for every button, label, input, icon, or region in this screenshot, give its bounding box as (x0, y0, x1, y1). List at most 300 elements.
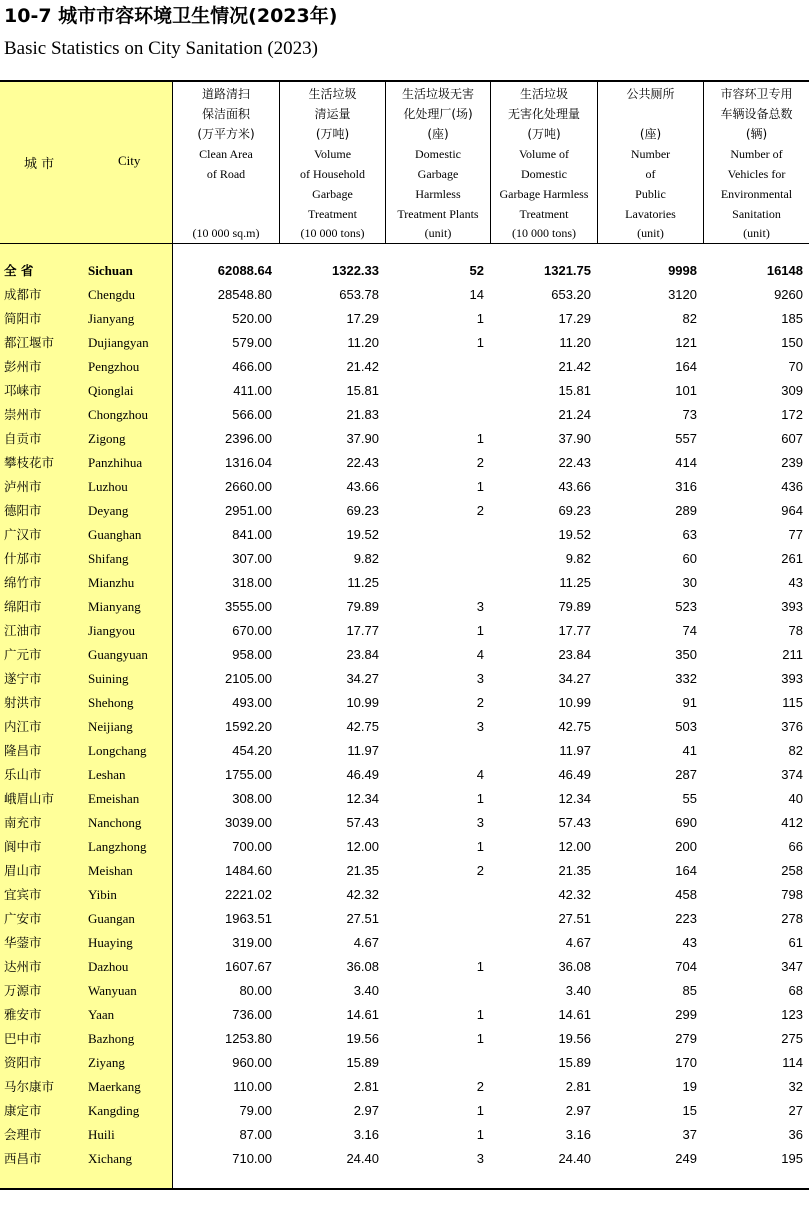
cell-value: 308.00 (232, 791, 272, 806)
cell-value: 12.00 (346, 839, 379, 854)
cell-value: 19.52 (558, 527, 591, 542)
cell-value: 2951.00 (225, 503, 272, 518)
city-name-en: Leshan (88, 767, 126, 782)
cell-value: 1 (476, 431, 484, 446)
cell-value: 170 (675, 1055, 697, 1070)
table-row (0, 403, 809, 427)
cell-value: 653.20 (551, 287, 591, 302)
cell-value: 4.67 (353, 935, 379, 950)
cell-value: 309 (781, 383, 803, 398)
cell-value: 69.23 (558, 503, 591, 518)
cell-value: 12.34 (346, 791, 379, 806)
city-name-cn: 内江市 (4, 719, 42, 734)
header-line: Environmental (720, 187, 793, 201)
city-name-en: Qionglai (88, 383, 134, 398)
city-name-cn: 简阳市 (4, 311, 42, 326)
cell-value: 670.00 (232, 623, 272, 638)
cell-value: 15.81 (346, 383, 379, 398)
table-row (0, 883, 809, 907)
cell-value: 82 (788, 743, 803, 758)
cell-value: 34.27 (558, 671, 591, 686)
header-unit: (unit) (424, 226, 452, 240)
cell-value: 3039.00 (225, 815, 272, 830)
cell-value: 110.00 (233, 1079, 272, 1094)
city-name-cn: 都江堰市 (4, 335, 55, 350)
cell-value: 1963.51 (225, 911, 272, 926)
cell-value: 466.00 (232, 359, 272, 374)
cell-value: 579.00 (232, 335, 272, 350)
cell-value: 1484.60 (225, 863, 272, 878)
city-name-cn: 邛崃市 (4, 383, 42, 398)
cell-value: 2 (476, 863, 484, 878)
city-name-cn: 绵阳市 (4, 599, 42, 614)
cell-value: 41 (682, 743, 697, 758)
cell-value: 3 (476, 815, 484, 830)
cell-value: 172 (781, 407, 803, 422)
city-name-en: Bazhong (88, 1031, 135, 1046)
city-name-cn: 会理市 (4, 1127, 42, 1142)
cell-value: 319.00 (232, 935, 272, 950)
cell-value: 37.90 (558, 431, 591, 446)
cell-value: 21.42 (346, 359, 379, 374)
cell-value: 21.83 (346, 407, 379, 422)
cell-value: 79.89 (558, 599, 591, 614)
header-line: Number of (730, 147, 783, 161)
header-line (598, 104, 703, 124)
cell-value: 1 (476, 791, 484, 806)
cell-value: 4 (476, 647, 484, 662)
cell-value: 11.20 (559, 335, 591, 350)
city-name-cn: 资阳市 (4, 1055, 42, 1070)
header-line: (万吨) (315, 127, 350, 141)
city-name-en: Meishan (88, 863, 133, 878)
cell-value: 73 (682, 407, 697, 422)
header-line: Sanitation (732, 207, 781, 221)
cell-value: 249 (675, 1151, 697, 1166)
cell-value: 195 (781, 1151, 803, 1166)
header-line: (座) (427, 127, 449, 141)
cell-value: 2105.00 (225, 671, 272, 686)
cell-value: 22.43 (346, 455, 379, 470)
header-line: Harmless (415, 187, 461, 201)
table-row (0, 451, 809, 475)
cell-value: 2.97 (565, 1103, 591, 1118)
header-garbage-volume (279, 82, 385, 243)
table-row (0, 907, 809, 931)
city-name-cn: 什邡市 (4, 551, 42, 566)
cell-value: 704 (675, 959, 697, 974)
cell-value: 3.16 (353, 1127, 379, 1142)
cell-value: 68 (788, 983, 803, 998)
cell-value: 411.00 (233, 383, 272, 398)
city-name-en: Deyang (88, 503, 129, 518)
cell-value: 37.90 (346, 431, 379, 446)
city-name-cn: 隆昌市 (4, 743, 42, 758)
city-name-cn: 崇州市 (4, 407, 42, 422)
cell-value: 958.00 (232, 647, 272, 662)
city-name-en: Huaying (88, 935, 133, 950)
cell-value: 21.42 (558, 359, 591, 374)
table-row (0, 379, 809, 403)
cell-value: 66 (788, 839, 803, 854)
header-line: Treatment Plants (397, 207, 479, 221)
cell-value: 289 (675, 503, 697, 518)
header-unit: (unit) (637, 226, 664, 240)
cell-value: 40 (788, 791, 803, 806)
city-name-cn: 江油市 (4, 623, 42, 638)
table-row (0, 787, 809, 811)
city-name-en: Ziyang (88, 1055, 125, 1070)
table-row (0, 619, 809, 643)
cell-value: 1 (476, 1007, 484, 1022)
cell-value: 101 (675, 383, 697, 398)
city-name-en: Chongzhou (88, 407, 148, 422)
header-line: 车辆设备总数 (720, 107, 793, 121)
city-name-en: Sichuan (88, 263, 133, 278)
cell-value: 150 (781, 335, 803, 350)
city-name-en: Dujiangyan (88, 335, 149, 350)
cell-value: 3120 (668, 287, 697, 302)
header-line: Number (630, 147, 671, 161)
cell-value: 74 (682, 623, 697, 638)
cell-value: 36 (788, 1127, 803, 1142)
cell-value: 2 (476, 695, 484, 710)
cell-value: 43.66 (346, 479, 379, 494)
header-sanitation-vehicles (703, 82, 809, 243)
cell-value: 9.82 (565, 551, 591, 566)
table-row (0, 955, 809, 979)
cell-value: 2 (476, 503, 484, 518)
cell-value: 393 (781, 599, 803, 614)
cell-value: 1 (476, 1127, 484, 1142)
header-city-en: City (118, 153, 141, 168)
cell-value: 15 (682, 1103, 697, 1118)
cell-value: 62088.64 (217, 263, 272, 278)
cell-value: 61 (788, 935, 803, 950)
cell-value: 19.56 (346, 1031, 379, 1046)
table-row (0, 763, 809, 787)
table-row (0, 1099, 809, 1123)
cell-value: 43 (682, 935, 697, 950)
cell-value: 2 (476, 455, 484, 470)
city-name-cn: 自贡市 (4, 431, 42, 446)
table-title-cn: 10-7 城市市容环境卫生情况(2023年) (4, 5, 338, 27)
cell-value: 523 (675, 599, 697, 614)
bottom-rule (0, 1188, 809, 1190)
city-name-cn: 广汉市 (4, 527, 42, 542)
cell-value: 121 (675, 335, 697, 350)
cell-value: 14.61 (346, 1007, 379, 1022)
city-name-en: Zigong (88, 431, 126, 446)
cell-value: 1 (476, 335, 484, 350)
city-name-cn: 绵竹市 (4, 575, 42, 590)
cell-value: 79.00 (239, 1103, 272, 1118)
cell-value: 414 (675, 455, 697, 470)
cell-value: 32 (788, 1079, 803, 1094)
city-name-en: Yibin (88, 887, 117, 902)
city-name-cn: 宜宾市 (4, 887, 42, 902)
cell-value: 10.99 (558, 695, 591, 710)
cell-value: 347 (781, 959, 803, 974)
cell-value: 4.67 (565, 935, 591, 950)
header-line: 道路清扫 (201, 87, 250, 101)
cell-value: 3 (476, 599, 484, 614)
header-unit: (10 000 tons) (512, 226, 576, 240)
city-name-en: Jianyang (88, 311, 135, 326)
table-row (0, 331, 809, 355)
table-row (0, 571, 809, 595)
cell-value: 60 (682, 551, 697, 566)
city-name-en: Pengzhou (88, 359, 140, 374)
table-row (0, 283, 809, 307)
cell-value: 42.75 (558, 719, 591, 734)
header-line: of (645, 167, 656, 181)
cell-value: 690 (675, 815, 697, 830)
city-name-cn: 德阳市 (4, 503, 42, 518)
city-name-cn: 峨眉山市 (4, 791, 55, 806)
cell-value: 15.81 (558, 383, 591, 398)
header-line: Domestic (415, 147, 461, 161)
header-line: Volume of (518, 147, 570, 161)
cell-value: 36.08 (558, 959, 591, 974)
cell-value: 239 (781, 455, 803, 470)
cell-value: 454.20 (232, 743, 272, 758)
cell-value: 12.34 (558, 791, 591, 806)
cell-value: 700.00 (232, 839, 272, 854)
cell-value: 55 (682, 791, 697, 806)
city-name-cn: 遂宁市 (4, 671, 42, 686)
cell-value: 3.40 (353, 983, 379, 998)
table-row (0, 523, 809, 547)
cell-value: 1 (476, 1103, 484, 1118)
cell-value: 16148 (766, 263, 803, 278)
city-name-en: Emeishan (88, 791, 140, 806)
table-row (0, 595, 809, 619)
cell-value: 30 (682, 575, 697, 590)
header-line: Treatment (519, 207, 569, 221)
cell-value: 287 (675, 767, 697, 782)
city-name-cn: 西昌市 (4, 1151, 42, 1166)
cell-value: 1 (476, 839, 484, 854)
cell-value: 393 (781, 671, 803, 686)
table-row (0, 1147, 809, 1171)
cell-value: 19.56 (558, 1031, 591, 1046)
cell-value: 3 (476, 671, 484, 686)
city-name-cn: 射洪市 (4, 695, 42, 710)
city-name-cn: 康定市 (4, 1103, 42, 1118)
header-clean-area (172, 82, 279, 243)
city-name-cn: 巴中市 (4, 1031, 42, 1046)
city-name-cn: 彭州市 (4, 359, 42, 374)
table-row (0, 931, 809, 955)
table-row (0, 499, 809, 523)
table-row (0, 1123, 809, 1147)
cell-value: 332 (675, 671, 697, 686)
cell-value: 114 (782, 1055, 803, 1070)
cell-value: 1322.33 (332, 263, 379, 278)
cell-value: 82 (682, 311, 697, 326)
city-name-cn: 全 省 (4, 263, 34, 278)
cell-value: 115 (782, 695, 803, 710)
cell-value: 123 (781, 1007, 803, 1022)
cell-value: 78 (788, 623, 803, 638)
cell-value: 27.51 (346, 911, 379, 926)
cell-value: 1592.20 (225, 719, 272, 734)
cell-value: 2.97 (353, 1103, 379, 1118)
city-name-en: Xichang (88, 1151, 133, 1166)
city-name-en: Guanghan (88, 527, 142, 542)
cell-value: 2660.00 (225, 479, 272, 494)
header-line: Domestic (521, 167, 567, 181)
cell-value: 11.97 (347, 743, 379, 758)
cell-value: 14.61 (558, 1007, 591, 1022)
table-row (0, 643, 809, 667)
table-row (0, 1027, 809, 1051)
cell-value: 46.49 (346, 767, 379, 782)
cell-value: 1253.80 (225, 1031, 272, 1046)
cell-value: 200 (675, 839, 697, 854)
cell-value: 566.00 (232, 407, 272, 422)
cell-value: 19 (682, 1079, 697, 1094)
city-name-en: Longchang (88, 743, 147, 758)
cell-value: 503 (675, 719, 697, 734)
table-row (0, 307, 809, 331)
cell-value: 279 (675, 1031, 697, 1046)
cell-value: 258 (781, 863, 803, 878)
header-line: Garbage (417, 167, 459, 181)
cell-value: 91 (682, 695, 697, 710)
cell-value: 21.35 (558, 863, 591, 878)
cell-value: 185 (781, 311, 803, 326)
city-name-en: Shifang (88, 551, 129, 566)
cell-value: 23.84 (558, 647, 591, 662)
cell-value: 1 (476, 311, 484, 326)
header-rule (0, 243, 809, 244)
city-name-en: Mianzhu (88, 575, 135, 590)
cell-value: 80.00 (239, 983, 272, 998)
cell-value: 11.97 (559, 743, 591, 758)
cell-value: 37 (682, 1127, 697, 1142)
cell-value: 736.00 (232, 1007, 272, 1022)
cell-value: 87.00 (239, 1127, 272, 1142)
header-line: 生活垃圾 (519, 87, 568, 101)
table-row (0, 739, 809, 763)
cell-value: 299 (675, 1007, 697, 1022)
cell-value: 15.89 (558, 1055, 591, 1070)
header-line: 市容环卫专用 (720, 87, 793, 101)
cell-value: 841.00 (232, 527, 272, 542)
city-name-en: Wanyuan (88, 983, 137, 998)
cell-value: 1 (476, 1031, 484, 1046)
table-row (0, 667, 809, 691)
cell-value: 557 (675, 431, 697, 446)
cell-value: 9260 (774, 287, 803, 302)
city-name-cn: 广元市 (4, 647, 42, 662)
cell-value: 85 (682, 983, 697, 998)
cell-value: 2396.00 (225, 431, 272, 446)
cell-value: 318.00 (232, 575, 272, 590)
cell-value: 376 (781, 719, 803, 734)
table-row (0, 859, 809, 883)
cell-value: 46.49 (558, 767, 591, 782)
city-name-cn: 乐山市 (4, 767, 42, 782)
cell-value: 3.40 (565, 983, 591, 998)
header-public-lavatories (597, 82, 703, 243)
cell-value: 4 (476, 767, 484, 782)
header-line: (座) (639, 127, 662, 141)
cell-value: 28548.80 (217, 287, 272, 302)
cell-value: 653.78 (339, 287, 379, 302)
cell-value: 350 (675, 647, 697, 662)
cell-value: 307.00 (232, 551, 272, 566)
cell-value: 70 (788, 359, 803, 374)
cell-value: 164 (675, 359, 697, 374)
cell-value: 1321.75 (544, 263, 591, 278)
city-name-en: Guangyuan (88, 647, 148, 662)
cell-value: 23.84 (346, 647, 379, 662)
cell-value: 9.82 (353, 551, 379, 566)
cell-value: 1755.00 (225, 767, 272, 782)
table-row (0, 547, 809, 571)
header-line: (万吨) (527, 127, 561, 141)
header-line: 生活垃圾 (308, 87, 357, 101)
city-name-cn: 华蓥市 (4, 935, 42, 950)
header-line: 公共厕所 (626, 87, 675, 101)
header-line: Vehicles for (727, 167, 786, 181)
city-name-en: Suining (88, 671, 129, 686)
table-row (0, 1003, 809, 1027)
city-name-cn: 雅安市 (4, 1007, 42, 1022)
header-line: Garbage Harmless (499, 187, 589, 201)
cell-value: 11.25 (347, 575, 379, 590)
cell-value: 57.43 (558, 815, 591, 830)
cell-value: 1 (476, 959, 484, 974)
table-row (0, 355, 809, 379)
cell-value: 14 (469, 287, 484, 302)
header-line: Clean Area (199, 147, 253, 161)
header-treatment-plants (385, 82, 490, 243)
cell-value: 607 (781, 431, 803, 446)
cell-value: 2.81 (353, 1079, 379, 1094)
cell-value: 278 (781, 911, 803, 926)
cell-value: 520.00 (232, 311, 272, 326)
cell-value: 798 (781, 887, 803, 902)
cell-value: 63 (682, 527, 697, 542)
header-line: Public (635, 187, 666, 201)
cell-value: 12.00 (558, 839, 591, 854)
header-line: of Road (206, 167, 246, 181)
cell-value: 458 (675, 887, 697, 902)
cell-value: 21.24 (558, 407, 591, 422)
city-name-cn: 万源市 (4, 983, 42, 998)
city-name-en: Shehong (88, 695, 134, 710)
cell-value: 42.32 (558, 887, 591, 902)
header-unit: (10 000 sq.m) (192, 226, 260, 240)
header-line: 保洁面积 (201, 107, 250, 121)
cell-value: 77 (788, 527, 803, 542)
header-line: Lavatories (625, 207, 676, 221)
cell-value: 52 (469, 263, 484, 278)
table-row (0, 979, 809, 1003)
city-name-en: Kangding (88, 1103, 140, 1118)
cell-value: 493.00 (232, 695, 272, 710)
cell-value: 24.40 (346, 1151, 379, 1166)
header-line: Garbage (312, 187, 353, 201)
cell-value: 436 (781, 479, 803, 494)
header-harmless-volume (490, 82, 597, 243)
header-line: 清运量 (314, 107, 351, 121)
city-name-cn: 泸州市 (4, 479, 42, 494)
